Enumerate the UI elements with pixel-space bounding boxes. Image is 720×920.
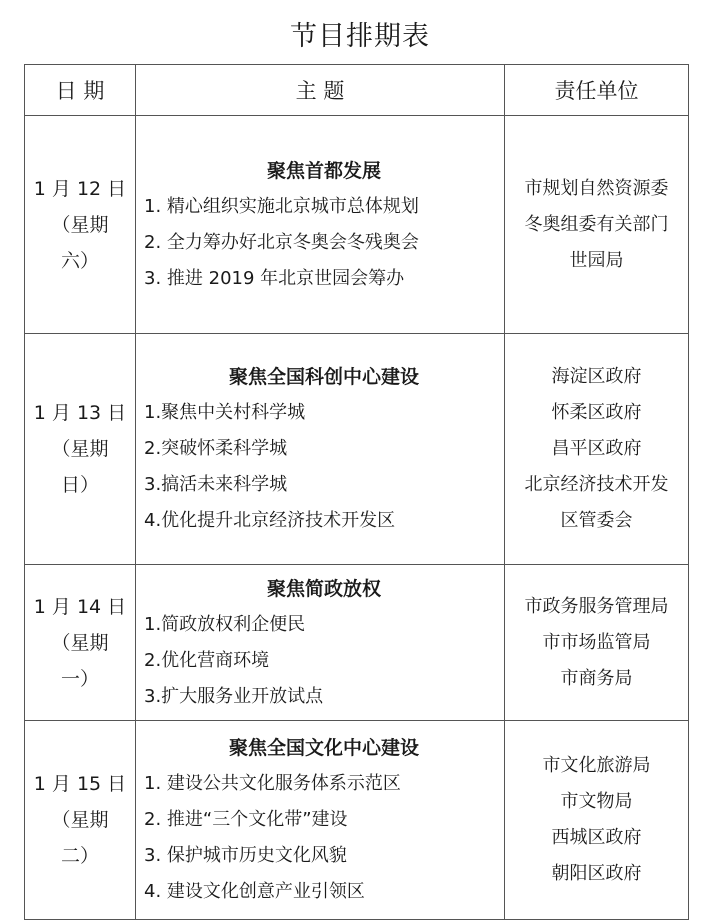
topic-title: 聚焦全国文化中心建设 bbox=[228, 737, 419, 759]
date-cell bbox=[25, 565, 136, 721]
topic-cell bbox=[136, 116, 505, 334]
unit-item: 市文化旅游局 bbox=[542, 755, 651, 776]
topic-title: 聚焦全国科创中心建设 bbox=[228, 366, 419, 388]
weekday-suffix: 日） bbox=[60, 474, 99, 496]
weekday-prefix: （星期 bbox=[51, 809, 109, 831]
unit-item: 世园局 bbox=[569, 249, 624, 271]
header-date: 日 期 bbox=[25, 65, 136, 116]
page-title: 节目排期表 bbox=[290, 21, 430, 52]
unit-cell bbox=[505, 721, 689, 920]
weekday-prefix: （星期 bbox=[51, 213, 109, 236]
date-text: 1 月 12 日 bbox=[33, 177, 127, 200]
topic-item: 1.简政放权利企便民 bbox=[144, 613, 306, 635]
unit-cell bbox=[505, 334, 689, 565]
topic-item: 1. 建设公共文化服务体系示范区 bbox=[144, 773, 401, 794]
topic-item: 3.扩大服务业开放试点 bbox=[144, 685, 324, 707]
topic-cell bbox=[136, 334, 505, 565]
unit-item: 市商务局 bbox=[560, 667, 633, 689]
date-text: 1 月 15 日 bbox=[33, 773, 127, 795]
topic-item: 1.聚焦中关村科学城 bbox=[144, 402, 306, 423]
unit-cell bbox=[505, 116, 689, 334]
unit-item: 怀柔区政府 bbox=[551, 402, 642, 423]
weekday-suffix: 一） bbox=[60, 667, 99, 690]
header-topic: 主 题 bbox=[136, 65, 505, 116]
topic-item: 2.优化营商环境 bbox=[144, 649, 270, 671]
unit-item: 昌平区政府 bbox=[551, 438, 642, 459]
schedule-table bbox=[24, 64, 689, 920]
unit-item: 市市场监管局 bbox=[542, 631, 651, 653]
unit-item: 市规划自然资源委 bbox=[524, 177, 669, 199]
topic-item: 4. 建设文化创意产业引领区 bbox=[144, 881, 365, 902]
weekday-prefix: （星期 bbox=[51, 438, 109, 460]
topic-item: 3. 保护城市历史文化风貌 bbox=[144, 845, 347, 866]
topic-cell bbox=[136, 565, 505, 721]
weekday-suffix: 二） bbox=[60, 845, 99, 867]
unit-item: 区管委会 bbox=[560, 510, 633, 531]
date-text: 1 月 13 日 bbox=[33, 402, 127, 424]
topic-cell bbox=[136, 721, 505, 920]
topic-title: 聚焦简政放权 bbox=[266, 577, 381, 600]
topic-item: 2. 推进“三个文化带”建设 bbox=[144, 809, 348, 830]
unit-item: 海淀区政府 bbox=[551, 366, 642, 387]
date-cell bbox=[25, 334, 136, 565]
date-text: 1 月 14 日 bbox=[33, 595, 127, 618]
topic-item: 3.搞活未来科学城 bbox=[144, 474, 288, 495]
unit-item: 市文物局 bbox=[560, 791, 633, 812]
topic-item: 1. 精心组织实施北京城市总体规划 bbox=[144, 195, 419, 217]
table-row bbox=[25, 565, 689, 721]
date-cell bbox=[25, 721, 136, 920]
unit-cell bbox=[505, 565, 689, 721]
table-header-row bbox=[25, 65, 689, 116]
unit-item: 朝阳区政府 bbox=[551, 863, 642, 884]
unit-item: 西城区政府 bbox=[551, 827, 642, 848]
table-row bbox=[25, 721, 689, 920]
topic-item: 3. 推进 2019 年北京世园会筹办 bbox=[144, 267, 405, 289]
unit-item: 市政务服务管理局 bbox=[524, 595, 669, 617]
table-row bbox=[25, 116, 689, 334]
date-cell bbox=[25, 116, 136, 334]
table-row bbox=[25, 334, 689, 565]
topic-item: 2.突破怀柔科学城 bbox=[144, 438, 288, 459]
unit-item: 冬奥组委有关部门 bbox=[524, 213, 669, 235]
topic-title: 聚焦首都发展 bbox=[266, 159, 381, 182]
topic-item: 4.优化提升北京经济技术开发区 bbox=[144, 510, 396, 531]
topic-item: 2. 全力筹办好北京冬奥会冬残奥会 bbox=[144, 231, 419, 253]
unit-item: 北京经济技术开发 bbox=[524, 474, 669, 495]
weekday-suffix: 六） bbox=[60, 249, 99, 272]
weekday-prefix: （星期 bbox=[51, 631, 109, 654]
header-unit: 责任单位 bbox=[505, 65, 689, 116]
